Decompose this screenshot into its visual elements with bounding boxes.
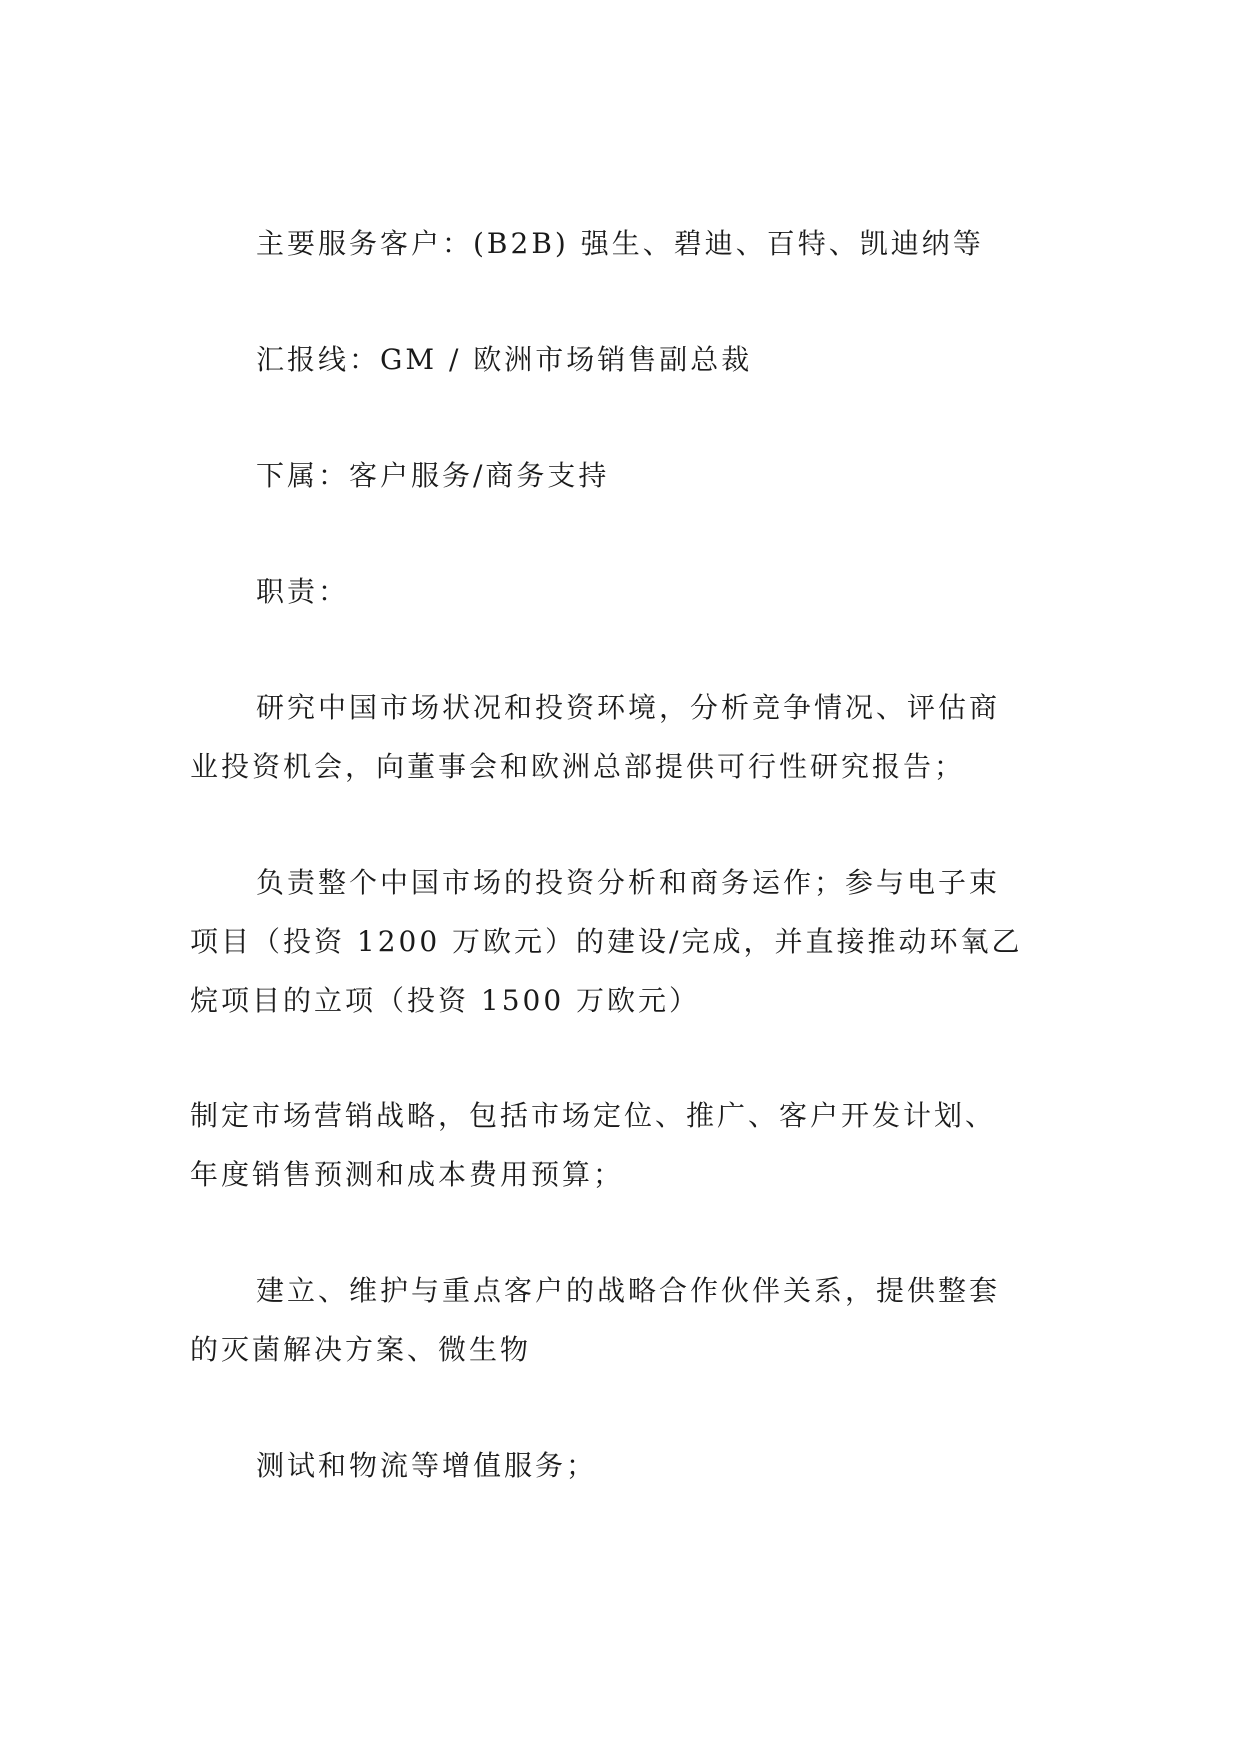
reporting-line: 汇报线：GM / 欧洲市场销售副总裁 xyxy=(256,343,753,376)
duty-2-line-3: 烷项目的立项（投资 1500 万欧元） xyxy=(190,984,701,1017)
subordinates-line: 下属：客户服务/商务支持 xyxy=(256,459,610,492)
duty-2-line-1: 负责整个中国市场的投资分析和商务运作；参与电子束 xyxy=(256,866,1001,899)
duty-5-line-1: 测试和物流等增值服务； xyxy=(256,1449,598,1482)
duty-3-line-2: 年度销售预测和成本费用预算； xyxy=(190,1158,625,1191)
duty-2-line-2: 项目（投资 1200 万欧元）的建设/完成，并直接推动环氧乙 xyxy=(190,925,1023,958)
duty-1-line-2: 业投资机会，向董事会和欧洲总部提供可行性研究报告； xyxy=(190,750,966,783)
duty-1-line-1: 研究中国市场状况和投资环境，分析竞争情况、评估商 xyxy=(256,691,1001,724)
duty-4-line-1: 建立、维护与重点客户的战略合作伙伴关系，提供整套 xyxy=(256,1274,1001,1307)
clients-line: 主要服务客户：(B2B) 强生、碧迪、百特、凯迪纳等 xyxy=(256,227,984,260)
duty-4-line-2: 的灭菌解决方案、微生物 xyxy=(190,1333,532,1366)
duty-3-line-1: 制定市场营销战略，包括市场定位、推广、客户开发计划、 xyxy=(190,1099,997,1132)
duties-heading: 职责： xyxy=(256,575,350,608)
